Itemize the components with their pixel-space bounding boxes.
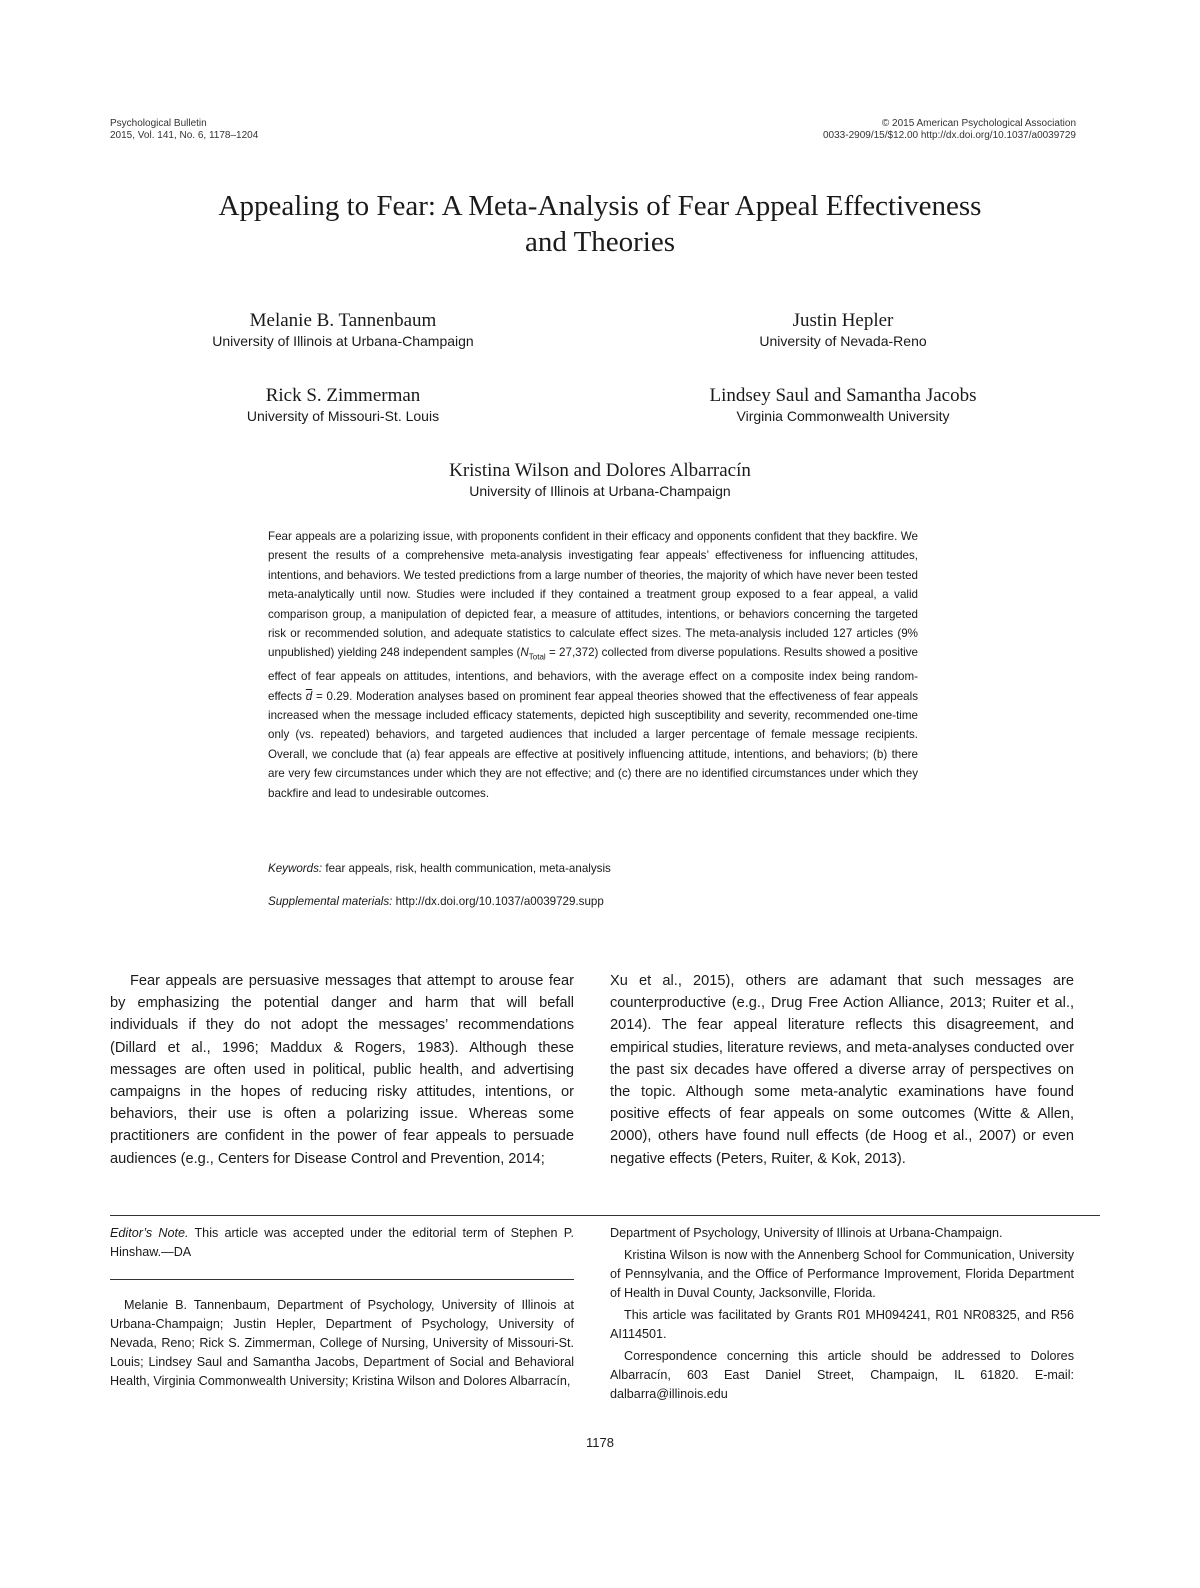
doi-identifiers: 0033-2909/15/$12.00 http://dx.doi.org/10.1037/a0039729 [823, 130, 1076, 141]
author-name: Kristina Wilson and Dolores Albarracín [449, 460, 751, 481]
n-symbol: N [520, 646, 529, 660]
author-note-right [610, 1224, 1074, 1407]
author-block-4 [660, 385, 1026, 426]
author-block-2 [680, 310, 1006, 351]
author-affiliation: Virginia Commonwealth University [736, 408, 950, 424]
author-affiliation: University of Missouri-St. Louis [246, 408, 440, 424]
affiliations-continued: Department of Psychology, University of Illinois at Urbana-Champaign. [610, 1226, 1003, 1240]
abstract-text-2: = 27,372) collected from diverse populations. Results showed a positive effect of fear appeals on attitudes, intentions, and behaviors, with the average effect on a composite index being random-effects [268, 646, 918, 703]
editor-note-divider [110, 1279, 574, 1280]
body-column-left: Fear appeals are persuasive messages that attempt to arouse fear by emphasizing the potential danger and harm that will befall individuals if they do not adopt the messages’ recommendations (Dillard et al., 1996; Maddux & Rogers, 1983). Although these messages are often used in political, public health, and advertising campaigns in the hopes of reducing risky attitudes, intentions, or behaviors, their use is often a polarizing issue. Whereas some practitioners are confident in the power of fear appeals to persuade audiences (e.g., Centers for Disease Control and Prevention, 2014; [110, 973, 574, 1167]
author-affiliation: University of Illinois at Urbana-Champaign [469, 483, 731, 499]
author-block-1 [160, 310, 526, 351]
article-title [100, 188, 1100, 260]
abstract-text-1: Fear appeals are a polarizing issue, with proponents confident in their efficacy and opponents confident that they backfire. We present the results of a comprehensive meta-analysis investigating fear appeals’ effectiveness for influencing attitudes, intentions, and behaviors. We tested predictions from a large number of theories, the majority of which have never been tested meta-analytically until now. Studies were included if they contained a treatment group exposed to a fear appeal, a valid comparison group, a manipulation of depicted fear, a measure of attitudes, intentions, or behaviors concerning the targeted risk or recommended solution, and adequate statistics to calculate effect sizes. The meta-analysis included 127 articles (9% unpublished) yielding 248 independent samples ( [268, 530, 918, 660]
grants-note: This article was facilitated by Grants R01 MH094241, R01 NR08325, and R56 AI114501. [610, 1308, 1074, 1341]
correspondence-note: Correspondence concerning this article should be addressed to Dolores Albarracín, 603 East Daniel Street, Champaign, IL 61820. E-mail: dalbarra@illinois.edu [610, 1349, 1074, 1401]
journal-header-right [823, 118, 1076, 142]
keywords [268, 860, 918, 878]
supplemental-label: Supplemental materials: [268, 895, 393, 908]
author-affiliation: University of Nevada-Reno [759, 333, 927, 349]
author-block-5 [380, 460, 820, 501]
editor-note-label: Editor’s Note. [110, 1226, 189, 1240]
body-column-right: Xu et al., 2015), others are adamant that such messages are counterproductive (e.g., Drug Free Action Alliance, 2013; Ruiter et al., 2014). The fear appeal literature reflects this disagreement, and empirical studies, literature reviews, and meta-analyses conducted over the past six decades have offered a diverse array of perspectives on the topic. Although some meta-analytic examinations have found positive effects of fear appeals on some outcomes (Witte & Allen, 2000), others have found null effects (de Hoog et al., 2007) or even negative effects (Peters, Ruiter, & Kok, 2013). [610, 973, 1074, 1167]
abstract-text-3: = 0.29. Moderation analyses based on prominent fear appeal theories showed that the effectiveness of fear appeals increased when the message included efficacy statements, depicted high susceptibility and severity, recommended one-time only (vs. repeated) behaviors, and targeted audiences that included a larger percentage of female message recipients. Overall, we conclude that (a) fear appeals are effective at positively influencing attitude, intentions, and behaviors; (b) there are very few circumstances under which they are not effective; and (c) there are no identified circumstances under which they backfire and lead to undesirable outcomes. [268, 689, 918, 800]
editor-note [110, 1224, 574, 1265]
author-affiliation: University of Illinois at Urbana-Champaign [212, 333, 474, 349]
keywords-text: fear appeals, risk, health communication, meta-analysis [322, 862, 611, 875]
keywords-label: Keywords: [268, 862, 323, 875]
abstract [268, 527, 918, 803]
author-name: Melanie B. Tannenbaum [249, 310, 437, 331]
d-symbol: $\overline{d}$ [305, 689, 313, 703]
copyright-notice: © 2015 American Psychological Association [881, 118, 1076, 129]
footnote-divider [110, 1215, 1100, 1216]
journal-name: Psychological Bulletin [110, 118, 207, 129]
author-block-3 [160, 385, 526, 426]
editor-note-text: This article was accepted under the editorial term of Stephen P. Hinshaw.—DA [110, 1226, 574, 1259]
page-number: 1178 [586, 1435, 614, 1450]
wilson-note: Kristina Wilson is now with the Annenberg School for Communication, University of Pennsylvania, and the Office of Performance Improvement, Florida Department of Health in Duval County, Jacksonville, Florida. [610, 1248, 1074, 1300]
supplemental-materials [268, 893, 918, 911]
affiliations-text: Melanie B. Tannenbaum, Department of Psychology, University of Illinois at Urbana-Champaign; Justin Hepler, Department of Psychology, University of Nevada, Reno; Rick S. Zimmerman, College of Nursing, University of Missouri-St. Louis; Lindsey Saul and Samantha Jacobs, Department of Social and Behavioral Health, Virginia Commonwealth University; Kristina Wilson and Dolores Albarracín, [110, 1298, 574, 1388]
author-affiliations-note [110, 1296, 574, 1394]
author-name: Lindsey Saul and Samantha Jacobs [709, 385, 977, 406]
journal-citation: 2015, Vol. 141, No. 6, 1178–1204 [110, 130, 259, 141]
author-name: Justin Hepler [792, 310, 894, 331]
supplemental-link[interactable]: http://dx.doi.org/10.1037/a0039729.supp [392, 895, 604, 908]
journal-header-left [110, 118, 258, 142]
n-subscript: Total [528, 652, 546, 662]
title-line-1: Appealing to Fear: A Meta-Analysis of Fear Appeal Effectiveness [218, 190, 982, 222]
author-name: Rick S. Zimmerman [265, 385, 421, 406]
title-line-2: and Theories [524, 226, 676, 258]
